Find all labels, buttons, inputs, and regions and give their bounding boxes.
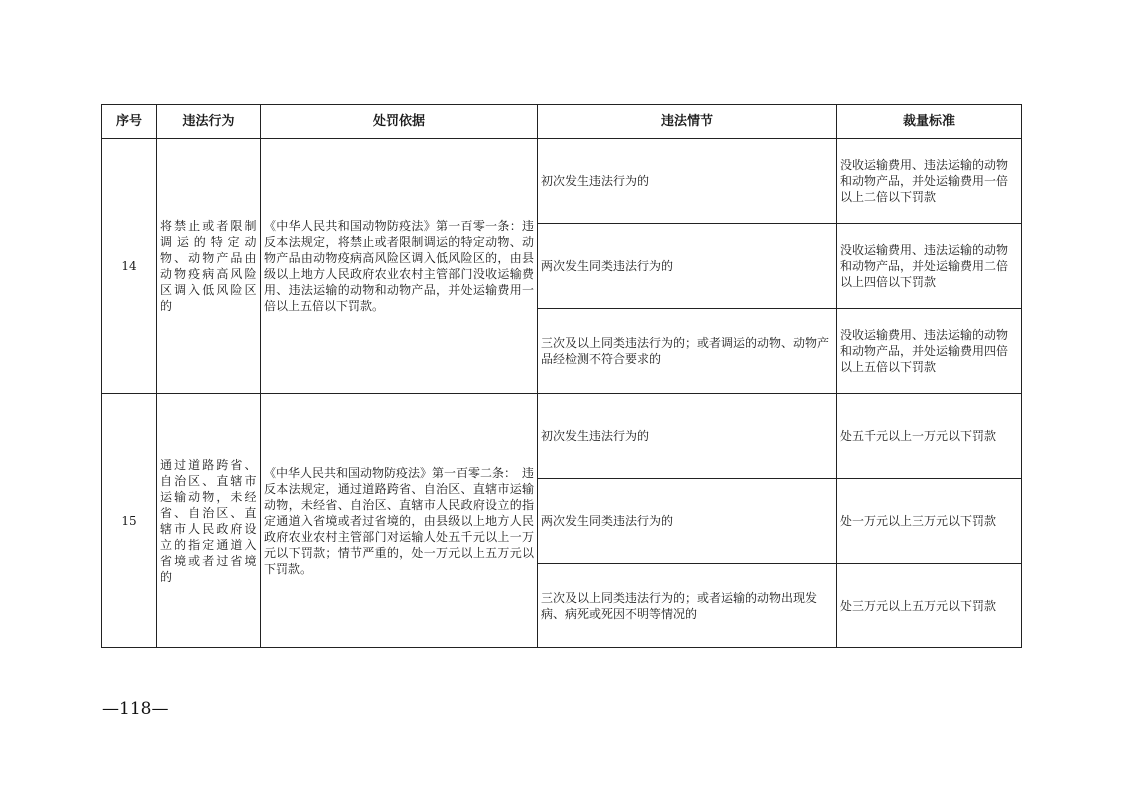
entry-standard: 处三万元以上五万元以下罚款 [837,564,1022,648]
table-row [102,139,1022,224]
entry-behavior: 将禁止或者限制调运的特定动物、动物产品由动物疫病高风险区调入低风险区的 [157,139,261,394]
header-circumstance: 违法情节 [538,105,837,139]
entry-circumstance: 初次发生违法行为的 [538,394,837,479]
header-seq: 序号 [102,105,157,139]
entry-circumstance: 初次发生违法行为的 [538,139,837,224]
entry-standard: 处一万元以上三万元以下罚款 [837,479,1022,564]
entry-seq: 15 [102,394,157,648]
entry-standard: 没收运输费用、违法运输的动物和动物产品，并处运输费用二倍以上四倍以下罚款 [837,224,1022,309]
entry-standard: 处五千元以上一万元以下罚款 [837,394,1022,479]
entry-basis: 《中华人民共和国动物防疫法》第一百零二条： 违反本法规定，通过道路跨省、自治区、直辖市运输动物，未经省、自治区、直辖市人民政府设立的指定通道入省境或者过省境的，由县级以上地方人民政府农业农村主管部门对运输人处五千元以上一万元以下罚款；情节严重的，处一万元以上五万元以下罚款。 [261,394,538,648]
page-number: —118— [102,699,169,719]
entry-basis: 《中华人民共和国动物防疫法》第一百零一条：违反本法规定，将禁止或者限制调运的特定动物、动物产品由动物疫病高风险区调入低风险区的，由县级以上地方人民政府农业农村主管部门没收运输费用、违法运输的动物和动物产品，并处运输费用一倍以上五倍以下罚款。 [261,139,538,394]
header-standard: 裁量标准 [837,105,1022,139]
entry-circumstance: 两次发生同类违法行为的 [538,479,837,564]
table-row [102,394,1022,479]
table-header-row [102,105,1022,139]
header-basis: 处罚依据 [261,105,538,139]
entry-circumstance: 三次及以上同类违法行为的；或者调运的动物、动物产品经检测不符合要求的 [538,309,837,394]
entry-circumstance: 两次发生同类违法行为的 [538,224,837,309]
penalty-discretion-table [101,104,1022,648]
entry-seq: 14 [102,139,157,394]
entry-standard: 没收运输费用、违法运输的动物和动物产品，并处运输费用四倍以上五倍以下罚款 [837,309,1022,394]
header-behavior: 违法行为 [157,105,261,139]
entry-standard: 没收运输费用、违法运输的动物和动物产品，并处运输费用一倍以上二倍以下罚款 [837,139,1022,224]
entry-circumstance: 三次及以上同类违法行为的；或者运输的动物出现发病、病死或死因不明等情况的 [538,564,837,648]
entry-behavior: 通过道路跨省、自治区、直辖市运输动物，未经省、自治区、直辖市人民政府设立的指定通道入省境或者过省境的 [157,394,261,648]
